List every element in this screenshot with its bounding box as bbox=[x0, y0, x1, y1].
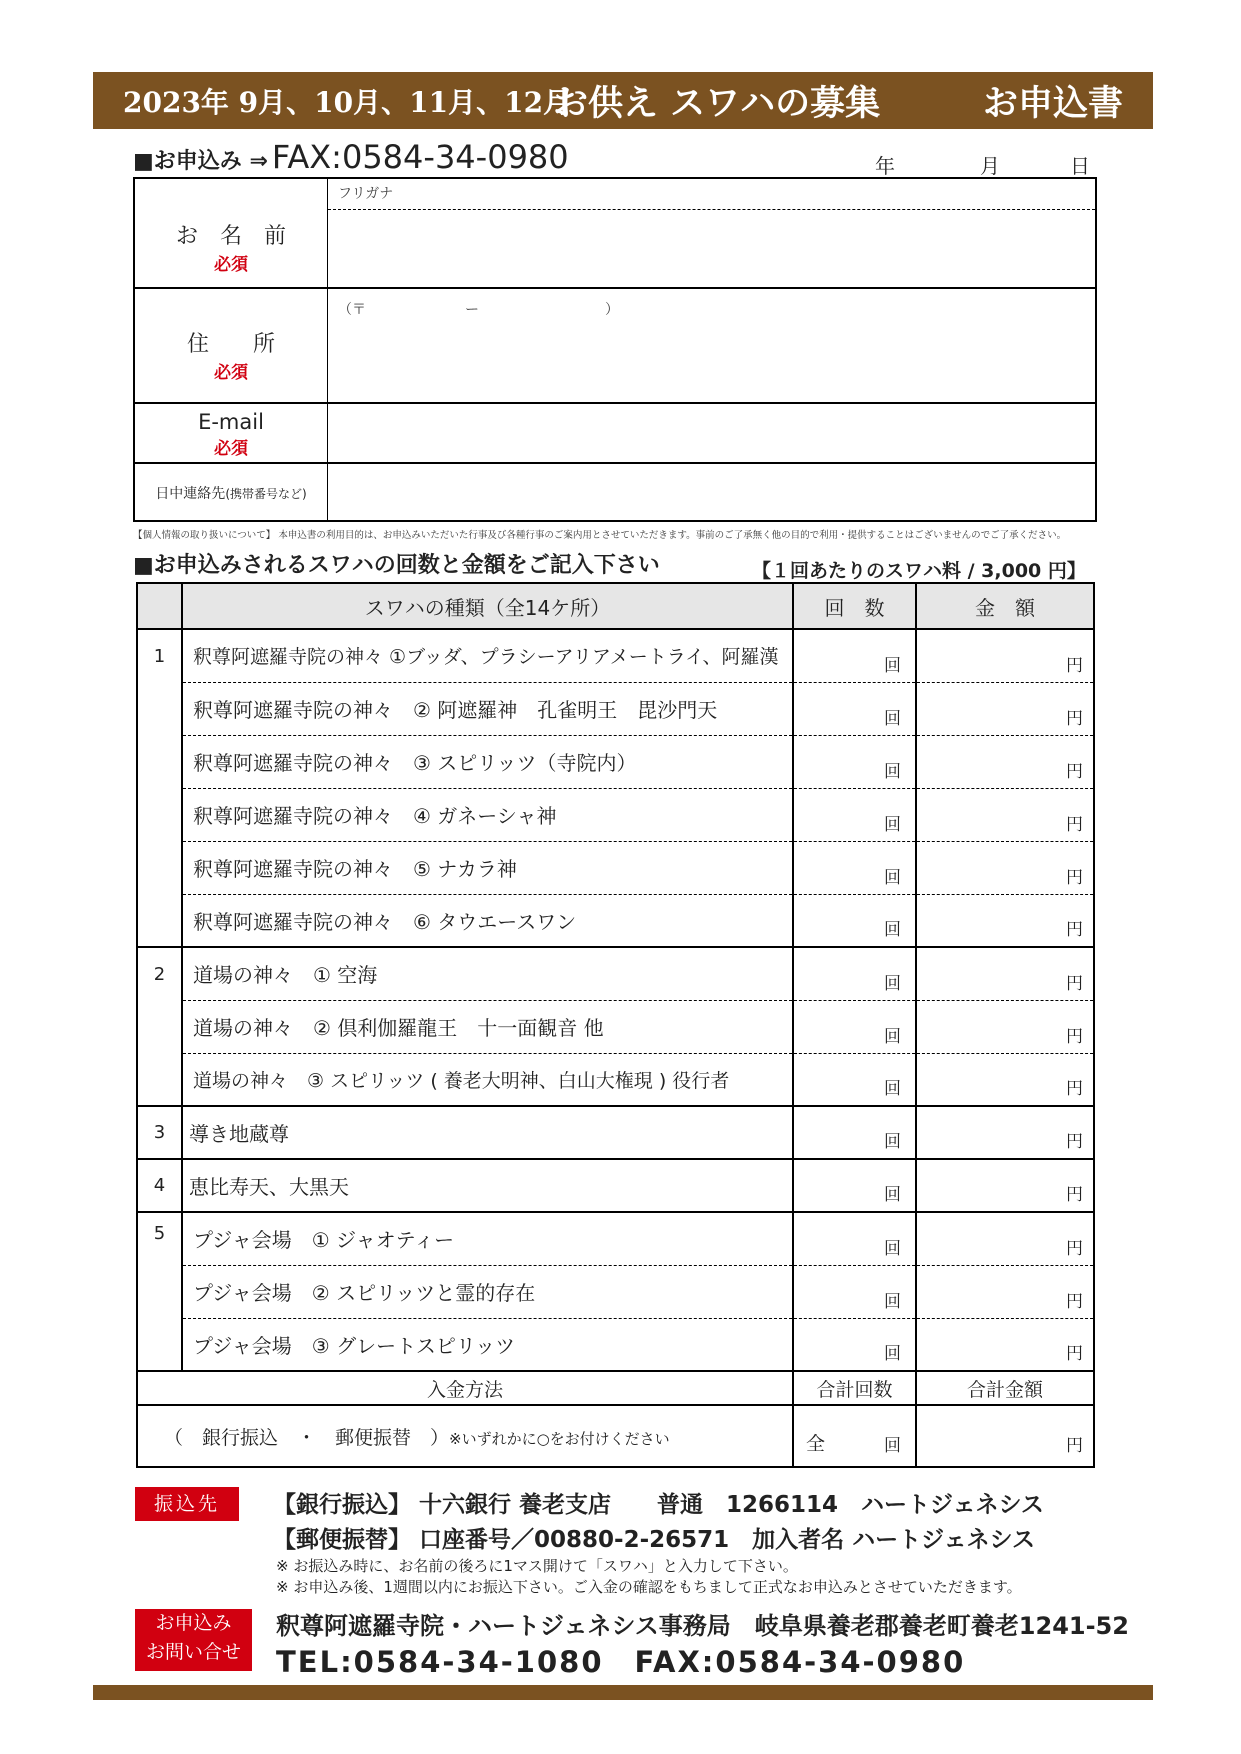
table-row bbox=[137, 947, 1094, 1000]
payment-options-note: ※いずれかに○をお付けください bbox=[449, 1429, 670, 1448]
amount-input[interactable]: 円 bbox=[916, 788, 1094, 841]
table-row bbox=[137, 735, 1094, 788]
phone-note: (携帯番号など) bbox=[225, 487, 307, 501]
bank-transfer-line: 【銀行振込】 十六銀行 養老支店 普通 1266114 ハートジェネシス bbox=[273, 1492, 1044, 1518]
fax-number: FAX:0584-34-0980 bbox=[271, 138, 569, 176]
phone-label: 日中連絡先 bbox=[155, 486, 226, 502]
count-input[interactable]: 回 bbox=[793, 1265, 916, 1318]
email-row bbox=[135, 404, 1095, 464]
amount-input[interactable]: 円 bbox=[916, 629, 1094, 682]
table-row bbox=[137, 1159, 1094, 1212]
date-year[interactable]: 年 bbox=[875, 154, 895, 178]
group-number: 1 bbox=[137, 629, 182, 947]
amount-input[interactable]: 円 bbox=[916, 1212, 1094, 1265]
header-banner bbox=[93, 72, 1153, 129]
item-name: プジャ会場 ① ジャオティー bbox=[182, 1212, 793, 1265]
total-count-label: 合計回数 bbox=[793, 1371, 916, 1405]
header-title: お供え スワハの募集 bbox=[553, 83, 881, 124]
address-label-cell bbox=[135, 289, 328, 402]
postal-open: （〒 bbox=[338, 302, 366, 318]
name-label-cell bbox=[135, 179, 328, 287]
table-row bbox=[137, 841, 1094, 894]
name-input[interactable] bbox=[328, 179, 1095, 287]
date-month[interactable]: 月 bbox=[980, 154, 1000, 178]
count-input[interactable]: 回 bbox=[793, 1053, 916, 1106]
count-input[interactable]: 回 bbox=[793, 682, 916, 735]
payment-header-row bbox=[137, 1371, 1094, 1405]
amount-input[interactable]: 円 bbox=[916, 682, 1094, 735]
total-amount-label: 合計金額 bbox=[916, 1371, 1094, 1405]
item-name: 釈尊阿遮羅寺院の神々 ④ ガネーシャ神 bbox=[182, 788, 793, 841]
item-name: 釈尊阿遮羅寺院の神々 ② 阿遮羅神 孔雀明王 毘沙門天 bbox=[182, 682, 793, 735]
contact-label bbox=[135, 1609, 252, 1671]
payment-options-cell[interactable] bbox=[137, 1405, 793, 1467]
group-number: 4 bbox=[137, 1159, 182, 1212]
swaha-table bbox=[136, 582, 1095, 1468]
count-input[interactable]: 回 bbox=[793, 629, 916, 682]
item-name: 釈尊阿遮羅寺院の神々 ③ スピリッツ（寺院内） bbox=[182, 735, 793, 788]
privacy-notice: 【個人情報の取り扱いについて】 本申込書の利用目的は、お申込みいただいた行事及び各種行事のご案内用とさせていただきます。事前のご了承無く他の目的で利用・提供することはございませんのでご了承ください。 bbox=[133, 530, 1067, 541]
amount-input[interactable]: 円 bbox=[916, 1159, 1094, 1212]
header-amount: 金 額 bbox=[916, 583, 1094, 629]
amount-input[interactable]: 円 bbox=[916, 1265, 1094, 1318]
count-input[interactable]: 回 bbox=[793, 1212, 916, 1265]
payment-method-label: 入金方法 bbox=[137, 1371, 793, 1405]
amount-input[interactable]: 円 bbox=[916, 894, 1094, 947]
table-row bbox=[137, 1265, 1094, 1318]
group-number: 2 bbox=[137, 947, 182, 1106]
item-name: プジャ会場 ② スピリッツと霊的存在 bbox=[182, 1265, 793, 1318]
contact-phones: TEL:0584-34-1080 FAX:0584-34-0980 bbox=[276, 1645, 966, 1679]
fax-label: ■お申込み ⇒ bbox=[133, 149, 268, 174]
count-input[interactable]: 回 bbox=[793, 1159, 916, 1212]
name-label: お 名 前 bbox=[175, 224, 286, 249]
item-name: プジャ会場 ③ グレートスピリッツ bbox=[182, 1318, 793, 1371]
item-name: 恵比寿天、大黒天 bbox=[182, 1159, 793, 1212]
total-count-unit: 回 bbox=[884, 1436, 901, 1456]
bottom-bar bbox=[93, 1685, 1153, 1700]
item-name: 道場の神々 ② 倶利伽羅龍王 十一面観音 他 bbox=[182, 1000, 793, 1053]
amount-input[interactable]: 円 bbox=[916, 735, 1094, 788]
amount-input[interactable]: 円 bbox=[916, 1106, 1094, 1159]
table-row bbox=[137, 894, 1094, 947]
table-row bbox=[137, 1053, 1094, 1106]
postal-close: ） bbox=[605, 302, 619, 318]
transfer-label: 振込先 bbox=[135, 1487, 239, 1521]
transfer-note-1: ※ お振込み時に、お名前の後ろに1マス開けて「スワハ」と入力して下さい。 bbox=[276, 1557, 798, 1575]
count-input[interactable]: 回 bbox=[793, 1318, 916, 1371]
furigana-label: フリガナ bbox=[338, 186, 394, 202]
phone-input[interactable] bbox=[328, 464, 1095, 520]
phone-row bbox=[135, 464, 1095, 520]
header-count: 回 数 bbox=[793, 583, 916, 629]
email-input[interactable] bbox=[328, 404, 1095, 462]
payment-values-row bbox=[137, 1405, 1094, 1467]
header-months: 2023年 9月、10月、11月、12月 bbox=[123, 85, 572, 119]
address-input[interactable] bbox=[328, 289, 1095, 402]
section2-title: ■お申込みされるスワハの回数と金額をご記入下さい bbox=[133, 553, 660, 578]
phone-label-cell bbox=[135, 464, 328, 520]
name-row bbox=[135, 179, 1095, 289]
group-number: 3 bbox=[137, 1106, 182, 1159]
item-name: 導き地蔵尊 bbox=[182, 1106, 793, 1159]
count-input[interactable]: 回 bbox=[793, 1000, 916, 1053]
address-label: 住 所 bbox=[186, 332, 275, 357]
contact-label-2: お問い合せ bbox=[145, 1641, 241, 1663]
item-name: 釈尊阿遮羅寺院の神々 ①ブッダ、プラシーアリアメートライ、阿羅漢 bbox=[182, 629, 793, 682]
item-name: 釈尊阿遮羅寺院の神々 ⑥ タウエースワン bbox=[182, 894, 793, 947]
applicant-info-box bbox=[133, 177, 1097, 522]
address-row bbox=[135, 289, 1095, 404]
table-row bbox=[137, 1212, 1094, 1265]
total-amount-input[interactable] bbox=[916, 1405, 1094, 1467]
count-input[interactable]: 回 bbox=[793, 947, 916, 1000]
count-input[interactable]: 回 bbox=[793, 841, 916, 894]
postal-dash: ー bbox=[465, 302, 479, 318]
item-name: 道場の神々 ① 空海 bbox=[182, 947, 793, 1000]
header-type: スワハの種類（全14ケ所） bbox=[182, 583, 793, 629]
header-no-cell bbox=[137, 583, 182, 629]
item-name: 道場の神々 ③ スピリッツ ( 養老大明神、白山大権現 ) 役行者 bbox=[182, 1053, 793, 1106]
amount-input[interactable]: 円 bbox=[916, 1053, 1094, 1106]
header-form-label: お申込書 bbox=[982, 83, 1123, 124]
table-row bbox=[137, 788, 1094, 841]
table-row bbox=[137, 629, 1094, 682]
table-row bbox=[137, 1106, 1094, 1159]
email-label: E-mail bbox=[198, 410, 264, 434]
required-mark: 必須 bbox=[214, 439, 248, 459]
count-input[interactable]: 回 bbox=[793, 1106, 916, 1159]
table-row bbox=[137, 682, 1094, 735]
amount-input[interactable]: 円 bbox=[916, 1318, 1094, 1371]
table-row bbox=[137, 1318, 1094, 1371]
count-input[interactable]: 回 bbox=[793, 894, 916, 947]
email-label-cell bbox=[135, 404, 328, 462]
count-input[interactable]: 回 bbox=[793, 735, 916, 788]
transfer-note-2: ※ お申込み後、1週間以内にお振込下さい。ご入金の確認をもちまして正式なお申込みとさせていただきます。 bbox=[276, 1578, 1022, 1596]
contact-label-1: お申込み bbox=[155, 1612, 232, 1634]
group-number: 5 bbox=[137, 1212, 182, 1371]
date-day[interactable]: 日 bbox=[1070, 154, 1090, 178]
table-row bbox=[137, 1000, 1094, 1053]
payment-options[interactable]: （ 銀行振込 ・ 郵便振替 ） bbox=[164, 1426, 450, 1449]
count-input[interactable]: 回 bbox=[793, 788, 916, 841]
fax-line bbox=[133, 138, 569, 176]
total-amount-unit: 円 bbox=[1066, 1436, 1083, 1456]
postal-transfer-line: 【郵便振替】 口座番号／00880-2-26571 加入者名 ハートジェネシス bbox=[273, 1527, 1035, 1553]
amount-input[interactable]: 円 bbox=[916, 1000, 1094, 1053]
item-name: 釈尊阿遮羅寺院の神々 ⑤ ナカラ神 bbox=[182, 841, 793, 894]
required-mark: 必須 bbox=[214, 255, 248, 275]
fee-note: 【１回あたりのスワハ料 / 3,000 円】 bbox=[752, 560, 1086, 582]
required-mark: 必須 bbox=[214, 363, 248, 383]
total-count-input[interactable] bbox=[793, 1405, 916, 1467]
contact-organization: 釈尊阿遮羅寺院・ハートジェネシス事務局 岐阜県養老郡養老町養老1241-52 bbox=[276, 1612, 1129, 1640]
amount-input[interactable]: 円 bbox=[916, 841, 1094, 894]
total-prefix: 全 bbox=[806, 1433, 826, 1455]
amount-input[interactable]: 円 bbox=[916, 947, 1094, 1000]
